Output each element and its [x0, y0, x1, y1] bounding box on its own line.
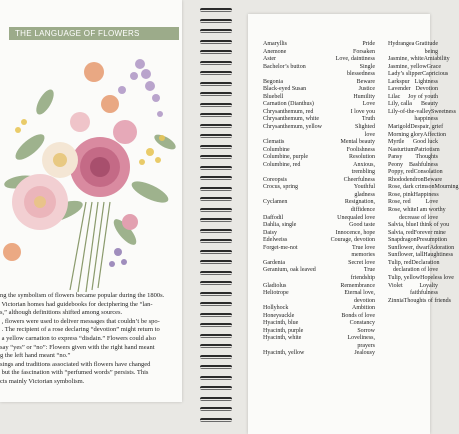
flower-entry	[263, 230, 375, 238]
flower-entry	[263, 252, 375, 260]
flower-name: Peony	[388, 161, 403, 168]
flower-entry	[388, 71, 449, 79]
flower-entry	[263, 335, 375, 343]
flower-meaning: Despair, grief	[410, 124, 444, 131]
spiral-coil	[200, 302, 232, 306]
flower-meaning: Bonds of love	[341, 312, 375, 319]
flower-meaning: Consolation	[413, 169, 443, 176]
flower-name: Heliotrope	[263, 290, 289, 297]
flower-entry	[263, 298, 375, 306]
spiral-coil	[200, 19, 232, 23]
flower-meaning: Truth	[361, 116, 375, 123]
flower-meaning: Sweetness	[430, 108, 456, 115]
flower-name: Aster	[263, 56, 276, 63]
spiral-coil	[200, 197, 232, 201]
flower-name: Begonia	[263, 78, 283, 85]
flower-name: Jasmine, yellow	[388, 63, 427, 70]
flower-name: Snapdragon	[388, 237, 417, 244]
flower-entry	[388, 176, 442, 185]
flower-name: Sunflower, tall	[388, 252, 424, 259]
spiral-coil	[200, 61, 232, 65]
flower-name: Lily, calla	[388, 101, 412, 108]
spiral-coil	[200, 365, 232, 369]
flower-entry	[263, 132, 375, 140]
flower-name: Zinnia	[388, 297, 404, 304]
flower-name: Hydrangea	[388, 41, 415, 47]
flower-meaning: memories	[351, 252, 375, 259]
flower-entry	[263, 86, 375, 94]
flower-meaning: Haughtiness	[423, 252, 454, 259]
paragraph-line: s,” although definitions shifted among sources.	[0, 309, 123, 317]
flower-entry	[263, 328, 375, 336]
flower-name: Tulip, red	[388, 259, 412, 266]
flower-name: Nasturtium	[388, 146, 415, 153]
flower-entry	[263, 290, 375, 298]
flower-entry	[388, 237, 448, 245]
flower-name: Tulip, yellow	[388, 274, 421, 281]
flower-entry	[263, 222, 375, 230]
flower-entry	[388, 274, 454, 283]
flower-entry	[263, 124, 375, 132]
spiral-coil	[200, 29, 232, 33]
flower-meaning: Bashfulness	[409, 161, 438, 168]
flower-entry	[388, 116, 438, 124]
flower-entry	[263, 162, 375, 170]
flower-meaning: Sorrow	[357, 327, 375, 334]
flower-meaning: friendship	[350, 274, 375, 281]
flower-meaning: Forever mine	[413, 229, 446, 236]
spiral-coil	[200, 271, 232, 275]
flower-meaning: Pride	[362, 41, 375, 47]
flower-entry	[263, 109, 375, 117]
flower-meaning: Resignation,	[344, 199, 375, 206]
spiral-coil	[200, 113, 232, 117]
flower-entry	[388, 162, 438, 170]
flower-entry	[263, 184, 375, 192]
paragraph-line: Victorian homes had guidebooks for deciphering the “lan-	[0, 300, 153, 308]
flower-name: Geranium, oak leaved	[263, 267, 316, 274]
flower-entry	[263, 116, 375, 124]
spiral-coil	[200, 218, 232, 222]
flower-meaning: Good luck	[412, 139, 438, 146]
flower-entry	[388, 63, 441, 72]
flower-name: Black-eyed Susan	[263, 86, 307, 93]
flower-entry	[388, 184, 459, 192]
flower-name: Honeysuckle	[263, 312, 295, 319]
left-page	[0, 0, 182, 402]
flower-meaning: Love	[362, 101, 375, 108]
flower-name: Crocus, spring	[263, 184, 298, 191]
flower-entry	[388, 154, 438, 162]
spiral-coil	[200, 145, 232, 149]
flower-entry	[263, 215, 375, 223]
spiral-coil	[200, 292, 232, 296]
flower-name: Rose, pink	[388, 191, 414, 198]
flower-entry	[388, 56, 450, 64]
flower-meaning: Loyalty	[419, 282, 438, 289]
spiral-coil	[200, 71, 232, 75]
flower-name: Cyclamen	[263, 199, 288, 206]
flower-entry	[263, 207, 375, 215]
flower-name: Coreopsis	[263, 176, 287, 183]
spiral-coil	[200, 134, 232, 138]
flower-name: Chrysanthemum, white	[263, 116, 319, 123]
flower-entry	[263, 320, 375, 328]
flower-meaning: happiness	[414, 116, 438, 123]
flower-meaning: Secret love	[348, 259, 375, 266]
flower-entry	[388, 290, 438, 298]
flower-meaning: I love you	[350, 108, 375, 115]
flower-name: Salvia, blue	[388, 222, 417, 229]
flower-meaning: Single	[359, 63, 375, 70]
flower-meaning: Humility	[353, 93, 375, 100]
paragraph-line: but the fascination with “perfumed words” persists. This	[0, 369, 149, 377]
flower-name: Hyacinth, purple	[263, 327, 304, 334]
flower-meaning: Amiability	[423, 56, 450, 63]
flower-name: Dahlia, single	[263, 222, 297, 229]
flower-name: Larkspur	[388, 78, 410, 85]
flower-meaning: Mourning	[434, 184, 459, 191]
flower-name: Columbine, purple	[263, 154, 308, 161]
flower-meaning: Ambition	[351, 305, 375, 312]
flower-meaning: Affection	[423, 131, 447, 138]
flower-name: Chrysanthemum, yellow	[263, 124, 322, 131]
flower-name: Lavender	[388, 86, 411, 93]
flower-meaning: Remembrance	[340, 282, 375, 289]
flower-entry	[263, 64, 375, 72]
flower-entry	[388, 108, 456, 117]
flower-meaning: Resolution	[348, 154, 375, 161]
spiral-coil	[200, 334, 232, 338]
flower-name: Hollyhock	[263, 305, 289, 312]
flower-meaning: Love, daintiness	[335, 56, 375, 63]
flower-meaning: devotion	[354, 297, 375, 304]
flower-meaning: Cheerfulness	[343, 176, 375, 183]
flower-meaning: faithfulness	[410, 290, 438, 297]
flower-meaning: Thoughts	[415, 154, 438, 161]
flower-meaning: Beware	[356, 78, 375, 85]
paragraph-line: , flowers were used to deliver messages that couldn’t be spo-	[0, 317, 160, 325]
flower-name: Hyacinth, yellow	[263, 350, 305, 357]
flower-meaning: Hopeless love	[420, 274, 454, 281]
flower-entry	[263, 169, 375, 177]
flower-meaning: Forsaken	[353, 48, 375, 55]
spiral-coil	[200, 229, 232, 233]
flower-entry	[388, 192, 438, 200]
flower-meaning: Grace	[426, 63, 441, 70]
spiral-coil	[200, 208, 232, 212]
flower-entry	[388, 252, 454, 260]
flower-entry	[388, 94, 438, 102]
flower-entry	[263, 305, 375, 313]
flower-entry	[388, 229, 446, 238]
flower-meaning: Patriotism	[415, 146, 440, 153]
flower-meaning: True love	[352, 244, 375, 251]
flower-entry	[263, 79, 375, 87]
flower-meaning: Constancy	[349, 320, 375, 327]
flower-entry	[263, 56, 375, 64]
flower-meaning: Thoughts of friends	[403, 297, 451, 304]
flower-meaning: declaration of love	[393, 267, 438, 274]
spiral-coil	[200, 92, 232, 96]
flower-meaning: Devotion	[415, 86, 438, 93]
flower-name: Clematis	[263, 139, 285, 146]
flower-meaning: Lightness	[414, 78, 438, 85]
flower-meaning: Love	[425, 199, 438, 206]
spiral-coil	[200, 323, 232, 327]
flower-entry	[388, 41, 438, 49]
flower-name: Columbine, red	[263, 161, 301, 168]
flower-entry	[263, 260, 375, 268]
flower-meaning: decrease of love	[399, 214, 438, 221]
flower-meaning: diffidence	[350, 207, 375, 214]
flower-entry	[263, 283, 375, 291]
spiral-coil	[200, 397, 232, 401]
spiral-coil	[200, 250, 232, 254]
intro-paragraph	[0, 292, 176, 387]
spiral-coil	[200, 376, 232, 380]
flower-name: Lily-of-the-valley	[388, 108, 431, 115]
flower-meaning: Slighted	[354, 124, 375, 131]
flower-entry	[263, 147, 375, 155]
flower-meaning: Happiness	[413, 191, 439, 198]
flower-entry	[388, 147, 438, 155]
flower-meanings-column-b	[388, 41, 459, 305]
flower-name: Chrysanthemum, red	[263, 108, 314, 115]
flower-name: Hyacinth, white	[263, 335, 302, 342]
flower-entry	[388, 199, 438, 207]
flower-name: Carnation (Dianthus)	[263, 101, 314, 108]
flower-entry	[388, 79, 438, 87]
flower-name: Daffodil	[263, 214, 284, 221]
flower-meaning: Good taste	[349, 222, 375, 229]
spiral-coil	[200, 50, 232, 54]
flower-entry	[263, 275, 375, 283]
flower-meaning: trembling	[351, 169, 375, 176]
flower-entry	[263, 199, 375, 207]
spiral-coil	[200, 355, 232, 359]
flower-entry	[388, 222, 450, 230]
flower-entry	[388, 101, 438, 109]
flower-name: Marigold	[388, 124, 411, 131]
flower-entry	[263, 192, 375, 200]
flower-meaning: Beware	[423, 176, 442, 183]
flower-name: Columbine	[263, 146, 290, 153]
flower-meaning: Justice	[358, 86, 375, 93]
flower-name: Bluebell	[263, 93, 284, 100]
spiral-coil	[200, 103, 232, 107]
spiral-coil	[200, 176, 232, 180]
flower-meaning: prayers	[357, 342, 375, 349]
flower-entry	[263, 343, 375, 351]
flower-meaning: Mental beauty	[340, 139, 375, 146]
flower-entry	[263, 245, 375, 253]
spiral-coil	[200, 418, 232, 422]
flower-entry	[263, 139, 375, 147]
flower-meaning: Courage, devotion	[330, 237, 375, 244]
flower-entry	[388, 131, 447, 140]
flower-entry	[388, 215, 438, 223]
flower-entry	[388, 169, 443, 177]
paragraph-line: ng the symbolism of flowers became popular during the 1800s.	[0, 292, 165, 299]
flower-entry	[388, 283, 438, 291]
flower-name: Rhododendron	[388, 176, 424, 183]
spiral-coil	[200, 124, 232, 128]
flower-meaning: Gratitude	[415, 41, 438, 47]
flower-meaning: Youthful	[353, 184, 375, 191]
flower-entry	[388, 49, 438, 57]
flower-meaning: Loveliness,	[347, 335, 375, 342]
flower-meaning: Capricious	[422, 71, 449, 78]
paragraph-line: cts mainly Victorian symbolism.	[0, 377, 85, 385]
flower-entry	[263, 41, 375, 49]
spiral-coil	[200, 344, 232, 348]
flower-name: Edelweiss	[263, 237, 288, 244]
spiral-coil	[200, 281, 232, 285]
flower-name: Salvia, red	[388, 229, 414, 236]
flower-entry	[388, 124, 444, 132]
spiral-coil	[200, 313, 232, 317]
flower-meaning: Jealousy	[354, 350, 375, 357]
flower-entry	[388, 86, 438, 94]
spiral-coil	[200, 187, 232, 191]
flower-meaning: True	[363, 267, 375, 274]
flower-meaning: Anxious,	[353, 161, 375, 168]
flower-bouquet-illustration	[0, 42, 180, 292]
flower-name: Myrtle	[388, 139, 405, 146]
flower-meaning: Innocence, hope	[335, 229, 375, 236]
flower-name: Rose, white	[388, 207, 417, 214]
flower-meaning: gladness	[354, 191, 375, 198]
spiral-coil	[200, 386, 232, 390]
flower-meaning: being	[424, 48, 438, 55]
flower-entry	[263, 267, 375, 275]
flower-entry	[388, 139, 438, 147]
flower-meanings-column-a	[263, 41, 375, 358]
flower-entry	[263, 49, 375, 57]
flower-name: Gladiolus	[263, 282, 287, 289]
flower-name: Hyacinth, blue	[263, 320, 299, 327]
flower-meaning: I think of you	[416, 222, 450, 229]
spiral-coil	[200, 155, 232, 159]
flower-name: Rose, red	[388, 199, 411, 206]
flower-entry	[263, 154, 375, 162]
flower-meaning: Declaration	[411, 259, 440, 266]
flower-name: Pansy	[388, 154, 403, 161]
flower-meaning: Eternal love,	[344, 290, 375, 297]
flower-meaning: Joy of youth	[408, 93, 438, 100]
paragraph-line: say “yes” or “no”: Flowers given with the right hand meant	[0, 343, 155, 351]
flower-entry	[388, 267, 438, 275]
flower-name: Gardenia	[263, 259, 285, 266]
flower-entry	[388, 207, 446, 215]
spiral-coil	[200, 166, 232, 170]
flower-meaning: I am worthy	[416, 207, 446, 214]
paragraph-line: g the left hand meant “no.”	[0, 352, 71, 360]
spiral-coil	[200, 260, 232, 264]
flower-meaning: blessedness	[347, 71, 375, 78]
flower-name: Sunflower, dwarf	[388, 244, 430, 251]
flower-entry	[263, 350, 375, 358]
flower-name: Jasmine, white	[388, 56, 424, 63]
flower-meaning: Adoration	[429, 244, 455, 251]
flower-entry	[263, 313, 375, 321]
flower-name: Forget-me-not	[263, 244, 298, 251]
paragraph-line: sings and traditions associated with flowers have changed	[0, 360, 151, 368]
flower-meaning: Presumption	[416, 237, 448, 244]
paragraph-line: . The recipient of a rose declaring “devotion” might return to	[0, 326, 160, 334]
flower-name: Amaryllis	[263, 41, 287, 47]
spiral-coil	[200, 8, 232, 12]
flower-name: Lilac	[388, 93, 401, 100]
flower-meaning: Beauty	[421, 101, 438, 108]
spiral-binding	[200, 8, 232, 428]
flower-name: Morning glory	[388, 131, 424, 138]
flower-name: Lady’s slipper	[388, 71, 423, 78]
flower-name: Daisy	[263, 229, 277, 236]
flower-meaning: love	[364, 131, 375, 138]
right-page	[248, 14, 459, 434]
spiral-coil	[200, 407, 232, 411]
flower-entry	[388, 297, 451, 306]
flower-entry	[263, 101, 375, 109]
spiral-coil	[200, 40, 232, 44]
spiral-coil	[200, 82, 232, 86]
flower-name: Rose, dark crimson	[388, 184, 435, 191]
flower-meaning: Unequaled love	[337, 214, 375, 221]
flower-name: Anemone	[263, 48, 287, 55]
flower-name: Poppy, red	[388, 169, 414, 176]
flower-name: Bachelor’s button	[263, 63, 306, 70]
flower-entry	[263, 237, 375, 245]
flower-meaning: Foolishness	[346, 146, 375, 153]
flower-entry	[263, 71, 375, 79]
flower-name: Violet	[388, 282, 403, 289]
paragraph-line: a yellow carnation to express “disdain.” Flowers could also	[0, 334, 156, 342]
spiral-coil	[200, 239, 232, 243]
section-title: THE LANGUAGE OF FLOWERS	[9, 27, 179, 40]
